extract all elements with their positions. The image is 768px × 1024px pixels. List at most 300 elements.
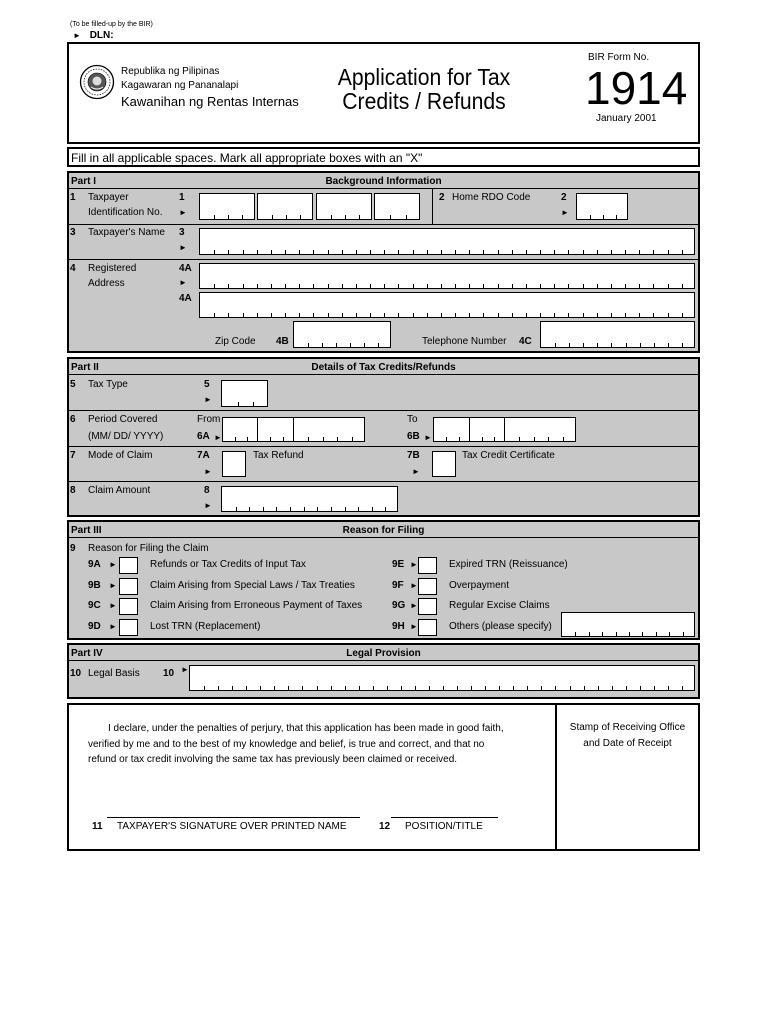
field3-arrow-icon: ► (179, 243, 187, 252)
to-month-input[interactable] (433, 417, 470, 442)
digit-ticks (294, 343, 390, 347)
divider (69, 259, 698, 260)
field6a-code: 6A (197, 431, 210, 442)
field8-number: 8 (70, 485, 76, 496)
tick-mark (469, 313, 470, 317)
tick-mark (413, 313, 414, 317)
tick-mark (485, 686, 486, 690)
tick-mark (406, 215, 407, 219)
tax-type-input[interactable] (221, 380, 268, 407)
tick-mark (611, 343, 612, 347)
tick-mark (359, 215, 360, 219)
position-line[interactable] (391, 817, 498, 818)
field4a-code-2: 4A (179, 293, 192, 304)
signature-line[interactable] (107, 817, 360, 818)
tick-mark (345, 507, 346, 511)
field12-number: 12 (379, 821, 391, 832)
part1-title: Background Information (325, 176, 442, 187)
digit-ticks (470, 437, 504, 441)
tick-mark (653, 250, 654, 254)
tick-mark (270, 437, 271, 441)
tick-mark (364, 343, 365, 347)
signature-label: TAXPAYER'S SIGNATURE OVER PRINTED NAME (117, 821, 347, 832)
tick-mark (313, 284, 314, 288)
zip-label: Zip Code (215, 336, 256, 347)
divider (69, 410, 698, 411)
tick-mark (654, 343, 655, 347)
option-code: 9A (88, 559, 101, 570)
tick-mark (540, 284, 541, 288)
declaration-line1: I declare, under the penalties of perjury, that this application has been made in good faith, (108, 723, 504, 734)
tin-input-1[interactable] (199, 193, 255, 220)
tick-mark (555, 686, 556, 690)
declaration-line2: verified by me and to the best of my knowledge and belief, is true and correct, and that no (88, 739, 485, 750)
tick-mark (554, 284, 555, 288)
tick-mark (625, 250, 626, 254)
tax-type-label: Tax Type (88, 379, 128, 390)
option-label: Refunds or Tax Credits of Input Tax (150, 559, 306, 570)
tax-credit-label: Tax Credit Certificate (462, 450, 555, 461)
tick-mark (253, 402, 254, 406)
field6a-arrow-icon: ► (214, 433, 222, 442)
field5-code: 5 (204, 379, 210, 390)
option-code: 9H (392, 621, 405, 632)
digit-ticks (200, 313, 694, 317)
tick-mark (568, 313, 569, 317)
digit-ticks (258, 215, 312, 219)
tick-mark (616, 632, 617, 636)
tick-mark (313, 313, 314, 317)
part2-title: Details of Tax Credits/Refunds (311, 362, 456, 373)
tick-mark (384, 284, 385, 288)
tick-mark (246, 686, 247, 690)
tick-mark (541, 686, 542, 690)
rdo-code-input[interactable] (576, 193, 628, 220)
tick-mark (322, 343, 323, 347)
tick-mark (427, 250, 428, 254)
dln-row (73, 30, 114, 41)
declaration-line3: refund or tax credit involving the same tax has previously been claimed or received. (88, 754, 458, 765)
tick-mark (639, 284, 640, 288)
tick-mark (317, 507, 318, 511)
tick-mark (603, 215, 604, 219)
tick-mark (534, 437, 535, 441)
option-label: Expired TRN (Reissuance) (449, 559, 568, 570)
tick-mark (482, 437, 483, 441)
tin-input-3[interactable] (316, 193, 372, 220)
tick-mark (602, 632, 603, 636)
tick-mark (328, 250, 329, 254)
field7a-code: 7A (197, 450, 210, 461)
field4-number: 4 (70, 263, 76, 274)
tick-mark (299, 313, 300, 317)
tick-mark (271, 250, 272, 254)
tick-mark (384, 250, 385, 254)
option-code: 9C (88, 600, 101, 611)
tick-mark (308, 343, 309, 347)
legal-basis-label: Legal Basis (88, 668, 140, 679)
field7b-code: 7B (407, 450, 420, 461)
divider (432, 189, 433, 225)
from-month-input[interactable] (222, 417, 258, 442)
digit-ticks (200, 250, 694, 254)
field3-code: 3 (179, 227, 185, 238)
tick-mark (398, 313, 399, 317)
arrow-icon: ► (109, 560, 117, 569)
part4-section (67, 643, 700, 699)
field8-arrow-icon: ► (204, 501, 212, 510)
tick-mark (519, 437, 520, 441)
tick-mark (356, 250, 357, 254)
telephone-input[interactable] (540, 321, 695, 348)
tick-mark (459, 437, 460, 441)
tick-mark (214, 313, 215, 317)
legal-basis-input[interactable] (189, 665, 695, 691)
digit-ticks (541, 343, 694, 347)
part4-label: Part IV (71, 648, 103, 659)
tick-mark (427, 313, 428, 317)
tick-mark (313, 250, 314, 254)
option-9d-checkbox[interactable] (119, 619, 138, 636)
tick-mark (590, 215, 591, 219)
tick-mark (668, 686, 669, 690)
part3-label: Part III (71, 525, 102, 536)
tick-mark (272, 215, 273, 219)
from-label: From (197, 414, 221, 425)
tick-mark (232, 686, 233, 690)
tick-mark (568, 250, 569, 254)
tick-mark (668, 313, 669, 317)
tax-refund-checkbox[interactable] (222, 451, 246, 477)
tick-mark (373, 686, 374, 690)
tick-mark (260, 686, 261, 690)
divider (69, 446, 698, 447)
tin-input-2[interactable] (257, 193, 313, 220)
period-label-line1: Period Covered (88, 414, 158, 425)
tick-mark (597, 343, 598, 347)
arrow-icon: ► (410, 560, 418, 569)
part1-section (67, 171, 700, 353)
others-specify-input[interactable] (561, 612, 695, 637)
tick-mark (352, 437, 353, 441)
option-code: 9F (392, 580, 404, 591)
option-label: Overpayment (449, 580, 510, 591)
tick-mark (446, 437, 447, 441)
tick-mark (290, 507, 291, 511)
form-number: 1914 (585, 62, 688, 114)
tick-mark (336, 343, 337, 347)
tick-mark (384, 313, 385, 317)
arrow-icon: ► (410, 622, 418, 631)
arrow-icon: ► (410, 581, 418, 590)
tick-mark (302, 686, 303, 690)
tick-mark (584, 686, 585, 690)
bir-seal-icon (79, 64, 115, 100)
tick-mark (345, 215, 346, 219)
part2-label: Part II (71, 362, 99, 373)
tick-mark (682, 313, 683, 317)
position-label: POSITION/TITLE (405, 821, 483, 832)
from-day-input[interactable] (257, 417, 294, 442)
tick-mark (611, 250, 612, 254)
tick-mark (597, 313, 598, 317)
tick-mark (401, 686, 402, 690)
address-label-line1: Registered (88, 263, 137, 274)
instruction-text: Fill in all applicable spaces. Mark all appropriate boxes with an "X" (71, 151, 423, 165)
tick-mark (398, 284, 399, 288)
telephone-code-label: 4C (519, 336, 532, 347)
tick-mark (563, 437, 564, 441)
tick-mark (512, 313, 513, 317)
tick-mark (337, 437, 338, 441)
field5-number: 5 (70, 379, 76, 390)
tick-mark (498, 250, 499, 254)
option-9e-checkbox[interactable] (418, 557, 437, 574)
tick-mark (642, 632, 643, 636)
part3-header (69, 522, 698, 538)
option-code: 9D (88, 621, 101, 632)
tick-mark (526, 313, 527, 317)
taxpayer-name-input[interactable] (199, 228, 695, 255)
tick-mark (236, 507, 237, 511)
claim-amount-input[interactable] (221, 486, 398, 512)
tick-mark (359, 686, 360, 690)
agency-line2: Kagawaran ng Pananalapi (121, 80, 239, 91)
digit-ticks (200, 284, 694, 288)
to-label: To (407, 414, 418, 425)
tick-mark (370, 250, 371, 254)
option-9f-checkbox[interactable] (418, 578, 437, 595)
tick-mark (243, 313, 244, 317)
field2-number: 2 (439, 192, 445, 203)
tick-mark (682, 284, 683, 288)
arrow-icon: ► (109, 601, 117, 610)
tick-mark (441, 284, 442, 288)
tick-mark (300, 215, 301, 219)
arrow-icon: ► (109, 622, 117, 631)
address-label-line2: Address (88, 278, 125, 289)
divider (69, 481, 698, 482)
tick-mark (228, 250, 229, 254)
tick-mark (304, 507, 305, 511)
field10-number: 10 (70, 668, 82, 679)
tick-mark (299, 250, 300, 254)
tick-mark (611, 284, 612, 288)
option-code: 9B (88, 580, 101, 591)
digit-ticks (562, 632, 694, 636)
address-input-1[interactable] (199, 263, 695, 289)
tick-mark (235, 437, 236, 441)
option-label: Lost TRN (Replacement) (150, 621, 261, 632)
instruction-bar (67, 147, 700, 167)
tick-mark (218, 686, 219, 690)
tick-mark (328, 284, 329, 288)
tick-mark (653, 284, 654, 288)
bir-note: (To be filled-up by the BIR) (70, 21, 153, 28)
digit-ticks (505, 437, 575, 441)
form-date: January 2001 (596, 113, 657, 124)
tick-mark (271, 284, 272, 288)
tick-mark (639, 250, 640, 254)
form-title-line1: Application for Tax (337, 64, 511, 90)
tick-mark (441, 313, 442, 317)
field1-number: 1 (70, 192, 76, 203)
form-header (67, 42, 700, 144)
tick-mark (238, 402, 239, 406)
tick-mark (328, 313, 329, 317)
tick-mark (548, 437, 549, 441)
field4-arrow-icon: ► (179, 278, 187, 287)
tick-mark (331, 215, 332, 219)
to-day-input[interactable] (469, 417, 505, 442)
tick-mark (640, 686, 641, 690)
tick-mark (483, 250, 484, 254)
tick-mark (455, 313, 456, 317)
tick-mark (612, 686, 613, 690)
tick-mark (345, 686, 346, 690)
digit-ticks (223, 437, 257, 441)
tick-mark (653, 313, 654, 317)
tick-mark (499, 686, 500, 690)
arrow-icon: ► (73, 31, 81, 40)
tick-mark (249, 507, 250, 511)
tick-mark (527, 686, 528, 690)
tick-mark (387, 686, 388, 690)
option-9h-checkbox[interactable] (418, 619, 437, 636)
tick-mark (283, 437, 284, 441)
tick-mark (583, 313, 584, 317)
digit-ticks (222, 402, 267, 406)
tick-mark (629, 632, 630, 636)
digit-ticks (577, 215, 627, 219)
divider (69, 224, 698, 225)
tick-mark (317, 686, 318, 690)
stamp-label-line1: Stamp of Receiving Office (569, 722, 686, 733)
tick-mark (569, 343, 570, 347)
tick-mark (263, 507, 264, 511)
option-9a-checkbox[interactable] (119, 557, 138, 574)
part3-title: Reason for Filing (342, 525, 425, 536)
tick-mark (570, 686, 571, 690)
tick-mark (498, 284, 499, 288)
tick-mark (625, 284, 626, 288)
from-year-input[interactable] (293, 417, 365, 442)
rdo-label: Home RDO Code (452, 192, 531, 203)
tick-mark (356, 284, 357, 288)
tick-mark (342, 313, 343, 317)
tick-mark (427, 284, 428, 288)
tick-mark (441, 250, 442, 254)
option-9g-checkbox[interactable] (418, 598, 437, 615)
tick-mark (356, 313, 357, 317)
tick-mark (286, 215, 287, 219)
tick-mark (625, 313, 626, 317)
part4-header (69, 645, 698, 661)
tax-credit-checkbox[interactable] (432, 451, 456, 477)
tick-mark (398, 250, 399, 254)
tick-mark (455, 284, 456, 288)
tick-mark (385, 507, 386, 511)
digit-ticks (200, 215, 254, 219)
tick-mark (616, 215, 617, 219)
tick-mark (526, 284, 527, 288)
tick-mark (228, 313, 229, 317)
tick-mark (247, 437, 248, 441)
tick-mark (498, 313, 499, 317)
address-input-2[interactable] (199, 292, 695, 318)
zip-code-input[interactable] (293, 321, 391, 348)
tick-mark (513, 686, 514, 690)
field10-arrow-icon: ► (181, 665, 189, 674)
tick-mark (654, 686, 655, 690)
tick-mark (640, 343, 641, 347)
tick-mark (469, 250, 470, 254)
field2-code: 2 (561, 192, 567, 203)
tick-mark (597, 284, 598, 288)
tick-mark (214, 284, 215, 288)
tin-label-line1: Taxpayer (88, 192, 129, 203)
digit-ticks (375, 215, 419, 219)
tick-mark (589, 632, 590, 636)
tick-mark (568, 284, 569, 288)
digit-ticks (294, 437, 364, 441)
field1-arrow-icon: ► (179, 208, 187, 217)
tick-mark (372, 507, 373, 511)
tick-mark (429, 686, 430, 690)
to-year-input[interactable] (504, 417, 576, 442)
tick-mark (540, 250, 541, 254)
digit-ticks (317, 215, 371, 219)
option-9b-checkbox[interactable] (119, 578, 138, 595)
form-title-line2: Credits / Refunds (342, 88, 506, 114)
field2-arrow-icon: ► (561, 208, 569, 217)
period-label-line2: (MM/ DD/ YYYY) (88, 431, 164, 442)
tick-mark (682, 343, 683, 347)
tick-mark (204, 686, 205, 690)
field5-arrow-icon: ► (204, 395, 212, 404)
tick-mark (370, 284, 371, 288)
digit-ticks (190, 686, 694, 690)
field6b-arrow-icon: ► (424, 433, 432, 442)
tick-mark (358, 507, 359, 511)
part3-section (67, 520, 700, 640)
tick-mark (214, 215, 215, 219)
part4-title: Legal Provision (346, 648, 421, 659)
tick-mark (526, 250, 527, 254)
tin-input-4[interactable] (374, 193, 420, 220)
option-9c-checkbox[interactable] (119, 598, 138, 615)
tick-mark (575, 632, 576, 636)
option-label: Others (please specify) (449, 621, 552, 632)
arrow-icon: ► (109, 581, 117, 590)
field8-code: 8 (204, 485, 210, 496)
tick-mark (274, 686, 275, 690)
tick-mark (257, 313, 258, 317)
stamp-label-line2: and Date of Receipt (583, 738, 672, 749)
reason-label: Reason for Filing the Claim (88, 543, 209, 554)
tick-mark (342, 284, 343, 288)
option-label: Regular Excise Claims (449, 600, 550, 611)
option-label: Claim Arising from Special Laws / Tax Treaties (150, 580, 355, 591)
tick-mark (285, 313, 286, 317)
tick-mark (350, 343, 351, 347)
tick-mark (455, 250, 456, 254)
tick-mark (228, 215, 229, 219)
name-label: Taxpayer's Name (88, 227, 165, 238)
tick-mark (611, 313, 612, 317)
tick-mark (457, 686, 458, 690)
tick-mark (512, 250, 513, 254)
